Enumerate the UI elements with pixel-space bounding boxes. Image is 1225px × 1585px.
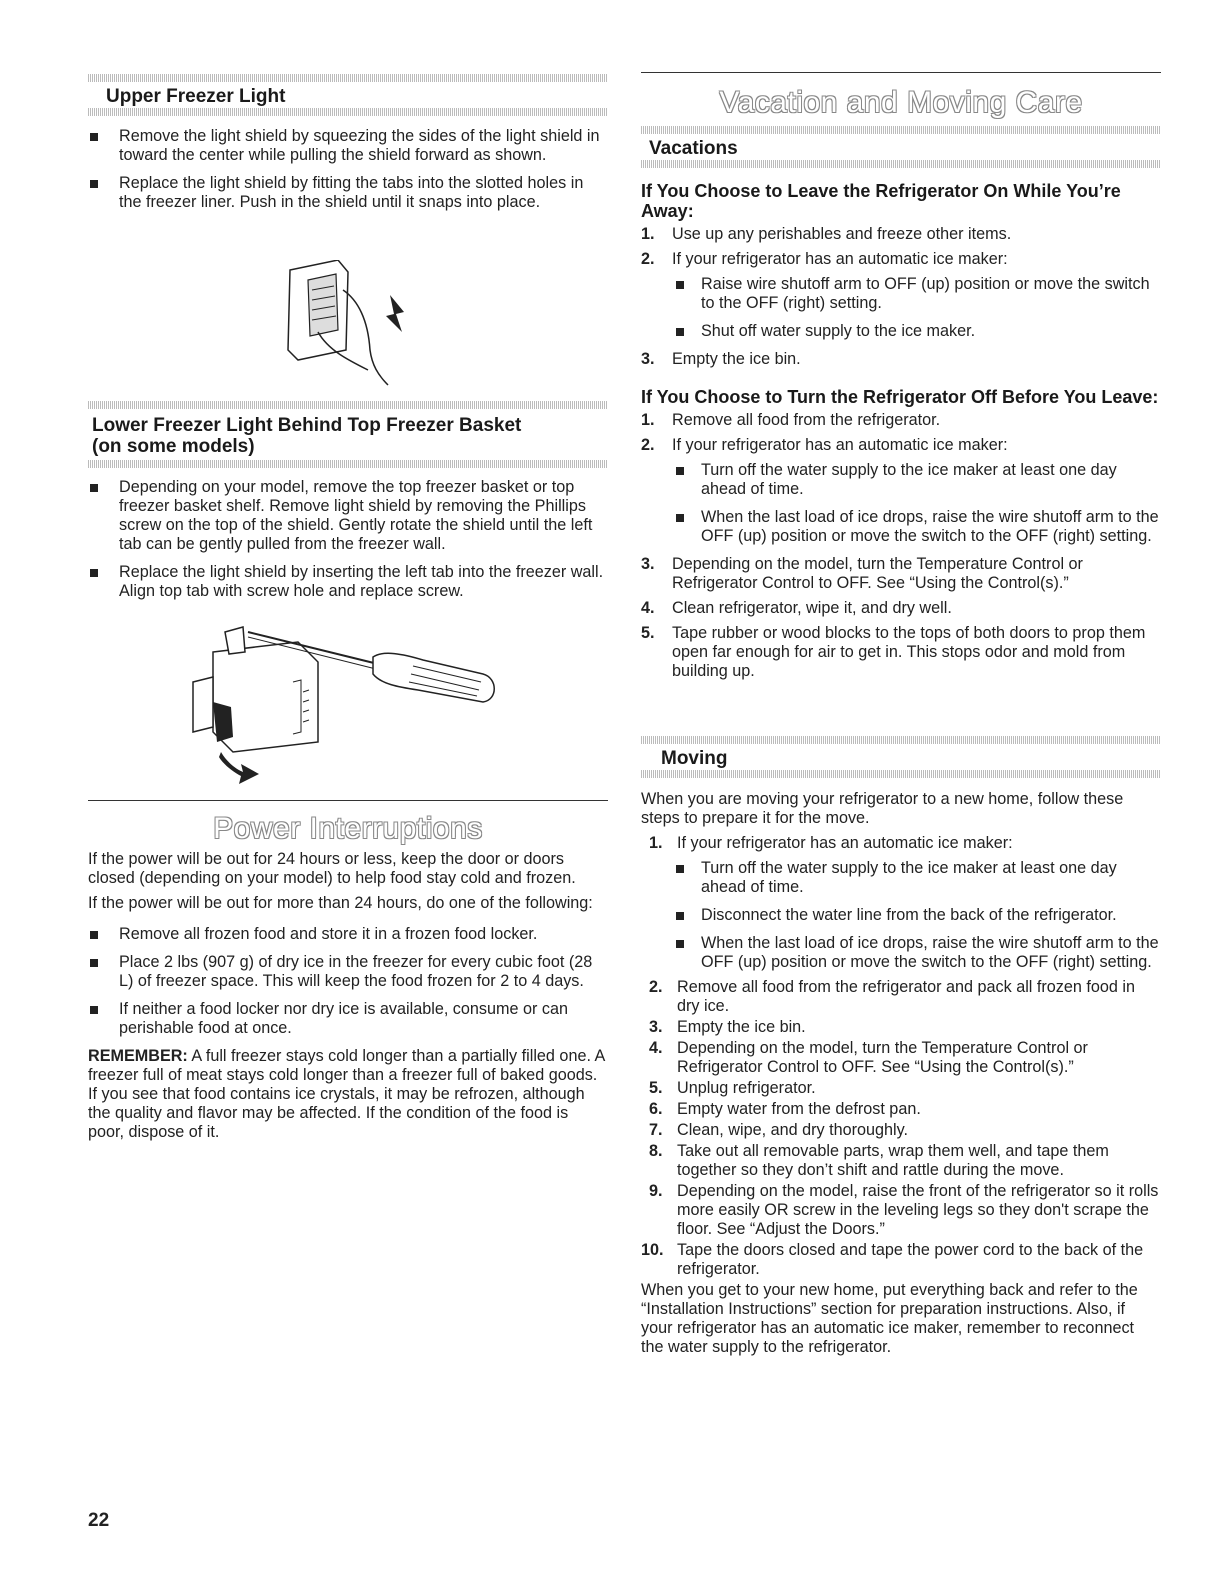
list-item [641,555,1161,593]
step-number: 3. [641,555,655,573]
step-number: 1. [641,225,655,243]
lower-freezer-light-heading [92,415,521,457]
step-text: Empty the ice bin. [677,1018,806,1036]
step-text: Use up any perishables and freeze other items. [672,225,1012,243]
step-text: Tape the doors closed and tape the power cord to the back of the refrigerator. [677,1241,1144,1278]
list-item [641,1018,1161,1037]
vacations-heading: Vacations [649,138,738,159]
screwdriver-illustration [183,612,513,787]
list-item: Shut off water supply to the ice maker. [641,322,1161,341]
step-number: 1. [649,834,663,852]
list-item [641,436,1161,455]
vacation-moving-title: Vacation and Moving Care [719,86,1083,119]
list-item [641,1121,1161,1140]
step-number: 3. [649,1018,663,1036]
step-text: Take out all removable parts, wrap them well, and tape them together so they don’t shift and rattle during the move. [677,1142,1109,1179]
step-text: Empty water from the defrost pan. [677,1100,921,1118]
list-item: Turn off the water supply to the ice maker at least one day ahead of time. [641,461,1161,499]
step-text: Unplug refrigerator. [677,1079,816,1097]
paragraph: If the power will be out for more than 24 hours, do one of the following: [88,894,593,912]
list-item [641,599,1161,618]
list-item [641,1142,1161,1180]
step-text: Clean, wipe, and dry thoroughly. [677,1121,908,1139]
paragraph: When you are moving your refrigerator to a new home, follow these steps to prepare it for the move. [641,790,1124,827]
heading-line: Lower Freezer Light Behind Top Freezer Basket [92,415,522,436]
step-text: Remove all food from the refrigerator and pack all frozen food in dry ice. [677,978,1135,1015]
list-item [641,978,1161,1016]
power-interruptions-title: Power Interruptions [213,812,483,845]
vacations-body [641,181,1161,687]
step-text: Clean refrigerator, wipe it, and dry well. [672,599,952,617]
remember-label: REMEMBER: [88,1047,188,1065]
list-item: Raise wire shutoff arm to OFF (up) position or move the switch to the OFF (right) setting. [641,275,1161,313]
section-band [641,770,1161,778]
step-number: 8. [649,1142,663,1160]
list-item: Disconnect the water line from the back of the refrigerator. [641,906,1161,925]
step-number: 3. [641,350,655,368]
step-number: 5. [649,1079,663,1097]
remember-text: A full freezer stays cold longer than a partially filled one. A freezer full of meat stays cold longer than a freezer full of baked goods. If you see that food contains ice crystals, it may be refrozen, although the quality and flavor may be affected. If the condition of the food is poor, dispose of it. [88,1047,605,1141]
list-item [641,1079,1161,1098]
list-item: When the last load of ice drops, raise the wire shutoff arm to the OFF (up) position or move the switch to the OFF (right) setting. [641,508,1161,546]
list-item: Depending on your model, remove the top freezer basket or top freezer basket shelf. Remove light shield by removing the Phillips screw on the top of the shield. Gently rotate the shield until the left tab can be gently pulled from the freezer wall. [88,478,608,554]
list-item: Turn off the water supply to the ice maker at least one day ahead of time. [641,859,1161,897]
step-number: 4. [649,1039,663,1057]
step-number: 6. [649,1100,663,1118]
section-band [641,126,1161,134]
list-item [641,250,1161,269]
step-text: Tape rubber or wood blocks to the tops of both doors to prop them open far enough for air to get in. This stops odor and mold from building up. [672,624,1146,680]
section-band [88,401,608,409]
list-item [641,624,1161,681]
step-text: If your refrigerator has an automatic ice maker: [672,250,1008,268]
step-number: 7. [649,1121,663,1139]
list-item: When the last load of ice drops, raise the wire shutoff arm to the OFF (up) position or move the switch to the OFF (right) setting. [641,934,1161,972]
list-item [641,1241,1161,1279]
list-item [641,834,1161,853]
step-text: If your refrigerator has an automatic ice maker: [672,436,1008,454]
step-number: 4. [641,599,655,617]
section-rule [88,800,608,801]
step-number: 5. [641,624,655,642]
step-text: Depending on the model, turn the Temperature Control or Refrigerator Control to OFF. See “Using the Control(s).” [677,1039,1088,1076]
turn-off-heading: If You Choose to Turn the Refrigerator Off Before You Leave: [641,387,1159,407]
section-band [88,108,608,116]
remember-paragraph [88,1047,608,1142]
list-item [641,411,1161,430]
moving-heading: Moving [661,748,728,769]
section-band [641,160,1161,168]
step-text: Depending on the model, raise the front of the refrigerator so it rolls more easily OR screw in the leveling legs so they don't scrape the floor. See “Adjust the Doors.” [677,1182,1159,1238]
upper-freezer-light-heading: Upper Freezer Light [106,86,286,107]
list-item: If neither a food locker nor dry ice is available, consume or can perishable food at once. [88,1000,608,1038]
step-number: 2. [641,250,655,268]
section-band [88,460,608,468]
step-text: Depending on the model, turn the Temperature Control or Refrigerator Control to OFF. See “Using the Control(s).” [672,555,1083,592]
step-number: 1. [641,411,655,429]
light-shield-illustration [278,260,428,395]
page-number: 22 [88,1510,110,1531]
heading-line: (on some models) [92,436,255,457]
list-item [641,225,1161,244]
moving-body [641,790,1161,1357]
step-number: 2. [641,436,655,454]
step-number: 10. [641,1241,664,1259]
paragraph: When you get to your new home, put everything back and refer to the “Installation Instructions” section for preparation instructions. Also, if your refrigerator has an automatic ice maker, remember to reconnect the water supply to the refrigerator. [641,1281,1138,1356]
section-rule [641,72,1161,73]
upper-freezer-light-list [88,127,608,221]
list-item [641,1100,1161,1119]
list-item: Remove all frozen food and store it in a frozen food locker. [88,925,608,944]
list-item [641,1182,1161,1239]
leave-on-heading: If You Choose to Leave the Refrigerator On While You’re Away: [641,181,1121,221]
step-text: Empty the ice bin. [672,350,801,368]
step-text: If your refrigerator has an automatic ice maker: [677,834,1013,852]
list-item: Replace the light shield by fitting the tabs into the slotted holes in the freezer liner. Push in the shield until it snaps into place. [88,174,608,212]
list-item: Place 2 lbs (907 g) of dry ice in the freezer for every cubic foot (28 L) of freezer space. This will keep the food frozen for 2 to 4 days. [88,953,608,991]
power-interruptions-body [88,850,608,1142]
section-band [641,736,1161,744]
list-item [641,1039,1161,1077]
lower-freezer-light-list [88,478,608,610]
section-band [88,74,608,82]
list-item: Remove the light shield by squeezing the sides of the light shield in toward the center while pulling the shield forward as shown. [88,127,608,165]
paragraph: If the power will be out for 24 hours or less, keep the door or doors closed (depending on your model) to help food stay cold and frozen. [88,850,576,887]
list-item [641,350,1161,369]
step-text: Remove all food from the refrigerator. [672,411,941,429]
step-number: 2. [649,978,663,996]
step-number: 9. [649,1182,663,1200]
list-item: Replace the light shield by inserting the left tab into the freezer wall. Align top tab with screw hole and replace screw. [88,563,608,601]
